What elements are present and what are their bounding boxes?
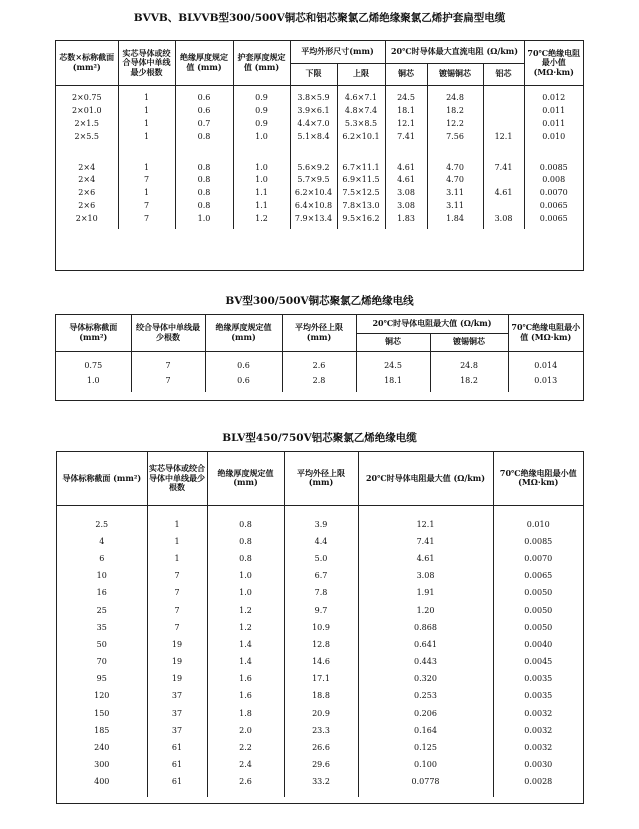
table-cell: 2.2 — [207, 739, 284, 756]
table-cell: 2×1.5 — [56, 117, 118, 130]
table-cell: 7.5×12.5 — [337, 186, 385, 199]
table-cell: 0.0070 — [524, 553, 553, 563]
table-cell: 1.8 — [207, 705, 284, 722]
table-row — [56, 199, 583, 212]
table-cell: 0.0032 — [524, 743, 553, 753]
table-cell: 2×0.75 — [56, 92, 118, 105]
table-cell: 2×10 — [56, 212, 118, 225]
table-row — [57, 705, 583, 722]
table-cell: 7 — [147, 567, 207, 584]
t3-header-max-res: 20℃时导体电阻最大值 (Ω/km) — [358, 452, 493, 505]
table-cell: 0.008 — [542, 175, 566, 185]
table-cell: 0.011 — [542, 118, 566, 128]
table-cell: 3.08 — [358, 567, 493, 584]
table-cell: 0.868 — [358, 619, 493, 636]
table-cell: 7.41 — [483, 161, 524, 174]
table1-title: BVVB、BLVVB型300/500V铜芯和铝芯聚氯乙烯绝缘聚氯乙烯护套扁型电缆 — [133, 12, 506, 24]
table-row — [57, 773, 583, 790]
table-cell: 2.4 — [207, 756, 284, 773]
table-cell: 4.4×7.0 — [290, 117, 337, 130]
table-cell: 7 — [131, 373, 205, 388]
table-cell: 1.20 — [358, 601, 493, 618]
table-row — [56, 104, 583, 117]
t3-header-avg-dia: 平均外径上限 (mm) — [284, 452, 358, 505]
table-cell: 300 — [57, 756, 147, 773]
table-cell: 2×6 — [56, 186, 118, 199]
table-cell: 1.0 — [56, 373, 131, 388]
table-cell: 26.6 — [284, 739, 358, 756]
table-cell: 7 — [118, 173, 175, 186]
table-cell: 0.0065 — [539, 200, 568, 210]
table-cell: 18.2 — [427, 104, 483, 117]
table-cell — [483, 199, 524, 212]
table-cell: 0.7 — [175, 117, 233, 130]
table-cell: 70 — [57, 653, 147, 670]
table-cell: 120 — [57, 687, 147, 704]
table-cell: 24.5 — [356, 358, 430, 373]
table-cell: 37 — [147, 722, 207, 739]
table-cell: 7.56 — [427, 130, 483, 143]
table-cell — [483, 92, 524, 105]
table-cell: 7.9×13.4 — [290, 212, 337, 225]
table-cell: 9.7 — [284, 601, 358, 618]
table-cell: 7 — [147, 601, 207, 618]
t2-header-conductors: 绞合导体中单线最少根数 — [131, 315, 205, 351]
table-cell: 7 — [131, 358, 205, 373]
table-cell: 2×01.0 — [56, 104, 118, 117]
table-cell: 18.1 — [356, 373, 430, 388]
table-row — [57, 601, 583, 618]
table-cell: 18.1 — [385, 104, 427, 117]
table-cell: 240 — [57, 739, 147, 756]
table-cell: 0.0040 — [524, 639, 553, 649]
table-cell: 0.0065 — [539, 213, 568, 223]
table-cell: 18.2 — [430, 373, 508, 388]
table-cell: 0.011 — [542, 106, 566, 116]
table-cell: 35 — [57, 619, 147, 636]
table-cell: 0.0050 — [524, 605, 553, 615]
table-cell: 3.08 — [385, 199, 427, 212]
table-cell: 24.8 — [430, 358, 508, 373]
table-cell: 4.61 — [385, 173, 427, 186]
table-cell: 0.0050 — [524, 588, 553, 598]
table-cell: 0.0085 — [539, 162, 568, 172]
table-cell: 50 — [57, 636, 147, 653]
table-cell: 37 — [147, 705, 207, 722]
table-cell: 6.9×11.5 — [337, 173, 385, 186]
t2-header-avg-dia: 平均外径上限 (mm) — [282, 315, 356, 351]
table-cell: 0.0070 — [539, 188, 568, 198]
t3-header-ins-res: 70℃绝缘电阻最小值 (MΩ·km) — [493, 452, 583, 505]
table-cell: 23.3 — [284, 722, 358, 739]
table-cell: 0.9 — [233, 92, 290, 105]
table-row — [57, 636, 583, 653]
table-cell: 5.7×9.5 — [290, 173, 337, 186]
table-cell: 0.8 — [207, 533, 284, 550]
table-cell: 0.6 — [175, 104, 233, 117]
table-row — [57, 516, 583, 533]
table-row — [57, 584, 583, 601]
table-cell: 1.91 — [358, 584, 493, 601]
table3 — [56, 451, 584, 804]
table-cell: 4.4 — [284, 533, 358, 550]
table-cell: 2×6 — [56, 199, 118, 212]
table-cell: 2.8 — [282, 373, 356, 388]
table-cell: 0.010 — [542, 131, 566, 141]
table-cell: 0.013 — [534, 375, 558, 385]
table-cell: 1 — [147, 516, 207, 533]
table-cell: 12.1 — [483, 130, 524, 143]
table-cell: 3.11 — [427, 199, 483, 212]
table-cell: 0.0085 — [524, 536, 553, 546]
table-cell: 7 — [118, 212, 175, 225]
table-cell: 3.11 — [427, 186, 483, 199]
table-cell: 0.641 — [358, 636, 493, 653]
table-cell: 0.206 — [358, 705, 493, 722]
table-cell: 0.320 — [358, 670, 493, 687]
table-cell: 0.0032 — [524, 708, 553, 718]
table-cell: 0.443 — [358, 653, 493, 670]
table-cell: 1.0 — [207, 584, 284, 601]
table-cell: 0.0035 — [524, 674, 553, 684]
table-cell: 12.8 — [284, 636, 358, 653]
table-cell: 5.3×8.5 — [337, 117, 385, 130]
t1-header-insulation: 绝缘厚度规定值 (mm) — [175, 41, 233, 85]
table-cell: 61 — [147, 773, 207, 790]
table-cell: 37 — [147, 687, 207, 704]
t2-header-max-res: 20℃时导体电阻最大值 (Ω/km) — [356, 315, 508, 333]
table-cell: 3.8×5.9 — [290, 92, 337, 105]
t1-header-tinned: 镀锡铜芯 — [427, 63, 483, 85]
table-cell: 2×5.5 — [56, 130, 118, 143]
table-cell: 0.6 — [205, 358, 282, 373]
table-cell: 0.8 — [175, 173, 233, 186]
table2 — [55, 314, 584, 401]
table-cell: 0.125 — [358, 739, 493, 756]
table-cell: 6.2×10.4 — [290, 186, 337, 199]
t1-header-avg-dims: 平均外形尺寸(mm) — [290, 41, 385, 63]
table-cell: 0.8 — [175, 186, 233, 199]
table-cell: 1.2 — [233, 212, 290, 225]
table-cell: 400 — [57, 773, 147, 790]
table-row — [56, 161, 583, 174]
table-cell: 7 — [147, 619, 207, 636]
table-cell: 0.012 — [542, 93, 566, 103]
table-cell: 12.2 — [427, 117, 483, 130]
t1-header-aluminum: 铝芯 — [483, 63, 524, 85]
table-cell: 19 — [147, 670, 207, 687]
table-cell: 19 — [147, 636, 207, 653]
table-cell: 2.6 — [207, 773, 284, 790]
table-cell: 7.41 — [358, 533, 493, 550]
table-cell: 1.84 — [427, 212, 483, 225]
table-cell: 4.61 — [385, 161, 427, 174]
table-cell: 4 — [57, 533, 147, 550]
t2-header-section: 导体标称截面 (mm²) — [56, 315, 131, 351]
table-cell: 0.0050 — [524, 622, 553, 632]
table-row — [56, 130, 583, 143]
table-cell: 0.0065 — [524, 571, 553, 581]
table-cell: 0.253 — [358, 687, 493, 704]
table-cell: 0.8 — [207, 550, 284, 567]
t2-header-ins-res: 70℃绝缘电阻最小值 (MΩ·km) — [508, 315, 583, 351]
table-row — [56, 117, 583, 130]
t3-header-conductors: 实芯导体或绞合导体中单线最少根数 — [147, 452, 207, 505]
table-row — [57, 653, 583, 670]
table-cell: 5.0 — [284, 550, 358, 567]
table-cell: 1.6 — [207, 687, 284, 704]
table-cell: 4.61 — [358, 550, 493, 567]
table-cell: 4.70 — [427, 161, 483, 174]
table-cell: 1.0 — [233, 161, 290, 174]
t1-header-sheath: 护套厚度规定值 (mm) — [233, 41, 290, 85]
table-row — [56, 212, 583, 225]
table2-title: BV型300/500V铜芯聚氯乙烯绝缘电线 — [225, 295, 414, 307]
table-row — [57, 687, 583, 704]
table-cell: 10 — [57, 567, 147, 584]
table-row — [56, 92, 583, 105]
table-cell: 0.0030 — [524, 760, 553, 770]
table-cell: 33.2 — [284, 773, 358, 790]
table-row — [57, 619, 583, 636]
table-cell: 1.1 — [233, 186, 290, 199]
table-row — [57, 756, 583, 773]
table-cell: 0.9 — [233, 104, 290, 117]
table-cell: 14.6 — [284, 653, 358, 670]
table-cell: 1.0 — [207, 567, 284, 584]
table-cell: 1 — [118, 186, 175, 199]
table-cell: 1.1 — [233, 199, 290, 212]
table-cell: 0.8 — [175, 199, 233, 212]
table-cell: 24.5 — [385, 92, 427, 105]
table-cell: 1.4 — [207, 636, 284, 653]
table-row — [56, 186, 583, 199]
table-row — [57, 722, 583, 739]
table-cell: 1 — [147, 550, 207, 567]
table-cell: 0.75 — [56, 358, 131, 373]
table-cell: 0.0778 — [358, 773, 493, 790]
table-cell: 5.6×9.2 — [290, 161, 337, 174]
table-cell: 29.6 — [284, 756, 358, 773]
table-cell: 6.7×11.1 — [337, 161, 385, 174]
table1 — [55, 40, 584, 271]
t1-header-conductors: 实芯导体或绞合导体中单线最少根数 — [118, 41, 175, 85]
t2-header-tinned: 镀锡铜芯 — [430, 333, 508, 351]
table-cell: 10.9 — [284, 619, 358, 636]
table-row — [57, 550, 583, 567]
table-cell: 0.6 — [175, 92, 233, 105]
table-cell: 6 — [57, 550, 147, 567]
table-cell: 2.0 — [207, 722, 284, 739]
table-cell: 16 — [57, 584, 147, 601]
table-cell: 6.7 — [284, 567, 358, 584]
table-cell — [483, 104, 524, 117]
table-cell: 9.5×16.2 — [337, 212, 385, 225]
table-cell: 0.0028 — [524, 777, 553, 787]
table-cell: 1.0 — [233, 130, 290, 143]
t2-header-insulation: 绝缘厚度规定值 (mm) — [205, 315, 282, 351]
table3-title: BLV型450/750V铝芯聚氯乙烯绝缘电缆 — [222, 432, 417, 444]
table-cell — [483, 173, 524, 186]
table-cell: 0.9 — [233, 117, 290, 130]
table-cell: 25 — [57, 601, 147, 618]
table-cell: 0.8 — [207, 516, 284, 533]
table-row — [56, 173, 583, 186]
table-row — [57, 739, 583, 756]
t1-header-cores-section: 芯数×标称截面 (mm²) — [56, 41, 118, 85]
table-cell: 1.4 — [207, 653, 284, 670]
table-cell: 1.0 — [233, 173, 290, 186]
table-cell: 7.8 — [284, 584, 358, 601]
t1-header-max-dc: 20℃时导体最大直流电阻 (Ω/km) — [385, 41, 524, 63]
table-cell: 18.8 — [284, 687, 358, 704]
table-cell: 4.6×7.1 — [337, 92, 385, 105]
table-cell: 1.6 — [207, 670, 284, 687]
table-cell: 3.9×6.1 — [290, 104, 337, 117]
table-cell: 61 — [147, 756, 207, 773]
table-cell: 17.1 — [284, 670, 358, 687]
table-cell: 3.08 — [385, 186, 427, 199]
table-cell: 0.0035 — [524, 691, 553, 701]
table-cell: 6.4×10.8 — [290, 199, 337, 212]
table-cell: 0.010 — [526, 519, 550, 529]
table-cell: 7 — [118, 199, 175, 212]
t3-header-section: 导体标称截面 (mm²) — [57, 452, 147, 505]
table-cell: 1 — [118, 161, 175, 174]
table-row — [56, 358, 583, 373]
table-cell — [483, 117, 524, 130]
table-cell: 1 — [118, 117, 175, 130]
table-cell: 1.2 — [207, 619, 284, 636]
table-cell: 150 — [57, 705, 147, 722]
table-cell: 0.0045 — [524, 657, 553, 667]
table-row — [57, 533, 583, 550]
table-cell: 1 — [147, 533, 207, 550]
table-cell: 0.0032 — [524, 725, 553, 735]
table-cell: 2×4 — [56, 161, 118, 174]
table-cell: 0.8 — [175, 161, 233, 174]
table-cell: 4.61 — [483, 186, 524, 199]
table-cell: 1 — [118, 130, 175, 143]
t3-header-insulation: 绝缘厚度规定值 (mm) — [207, 452, 284, 505]
table-cell: 1 — [118, 92, 175, 105]
table-cell: 61 — [147, 739, 207, 756]
t1-header-copper: 铜芯 — [385, 63, 427, 85]
table-row — [56, 373, 583, 388]
table-cell: 0.014 — [534, 360, 558, 370]
table-cell: 1.0 — [175, 212, 233, 225]
table-cell: 2.5 — [57, 516, 147, 533]
table-cell: 185 — [57, 722, 147, 739]
table-cell: 7.8×13.0 — [337, 199, 385, 212]
table-cell: 1.2 — [207, 601, 284, 618]
table-cell: 12.1 — [358, 516, 493, 533]
table-cell: 19 — [147, 653, 207, 670]
table-cell: 95 — [57, 670, 147, 687]
table-cell: 24.8 — [427, 92, 483, 105]
table-cell: 5.1×8.4 — [290, 130, 337, 143]
table-cell: 0.100 — [358, 756, 493, 773]
table-cell: 1 — [118, 104, 175, 117]
table-cell: 12.1 — [385, 117, 427, 130]
table-cell: 0.164 — [358, 722, 493, 739]
table-cell: 6.2×10.1 — [337, 130, 385, 143]
table-cell: 7 — [147, 584, 207, 601]
t2-header-copper: 铜芯 — [356, 333, 430, 351]
table-cell: 3.08 — [483, 212, 524, 225]
table-cell: 0.8 — [175, 130, 233, 143]
table-cell: 1.83 — [385, 212, 427, 225]
table-cell: 4.8×7.4 — [337, 104, 385, 117]
table-cell: 3.9 — [284, 516, 358, 533]
table-cell: 4.70 — [427, 173, 483, 186]
t1-header-ins-res: 70℃绝缘电阻最小值 (MΩ·km) — [524, 41, 583, 85]
table-cell: 2.6 — [282, 358, 356, 373]
table-cell: 7.41 — [385, 130, 427, 143]
t1-header-upper: 上限 — [337, 63, 385, 85]
t1-header-lower: 下限 — [290, 63, 337, 85]
table-row — [57, 670, 583, 687]
table-cell: 0.6 — [205, 373, 282, 388]
table-cell: 20.9 — [284, 705, 358, 722]
table-cell: 2×4 — [56, 173, 118, 186]
table-row — [57, 567, 583, 584]
